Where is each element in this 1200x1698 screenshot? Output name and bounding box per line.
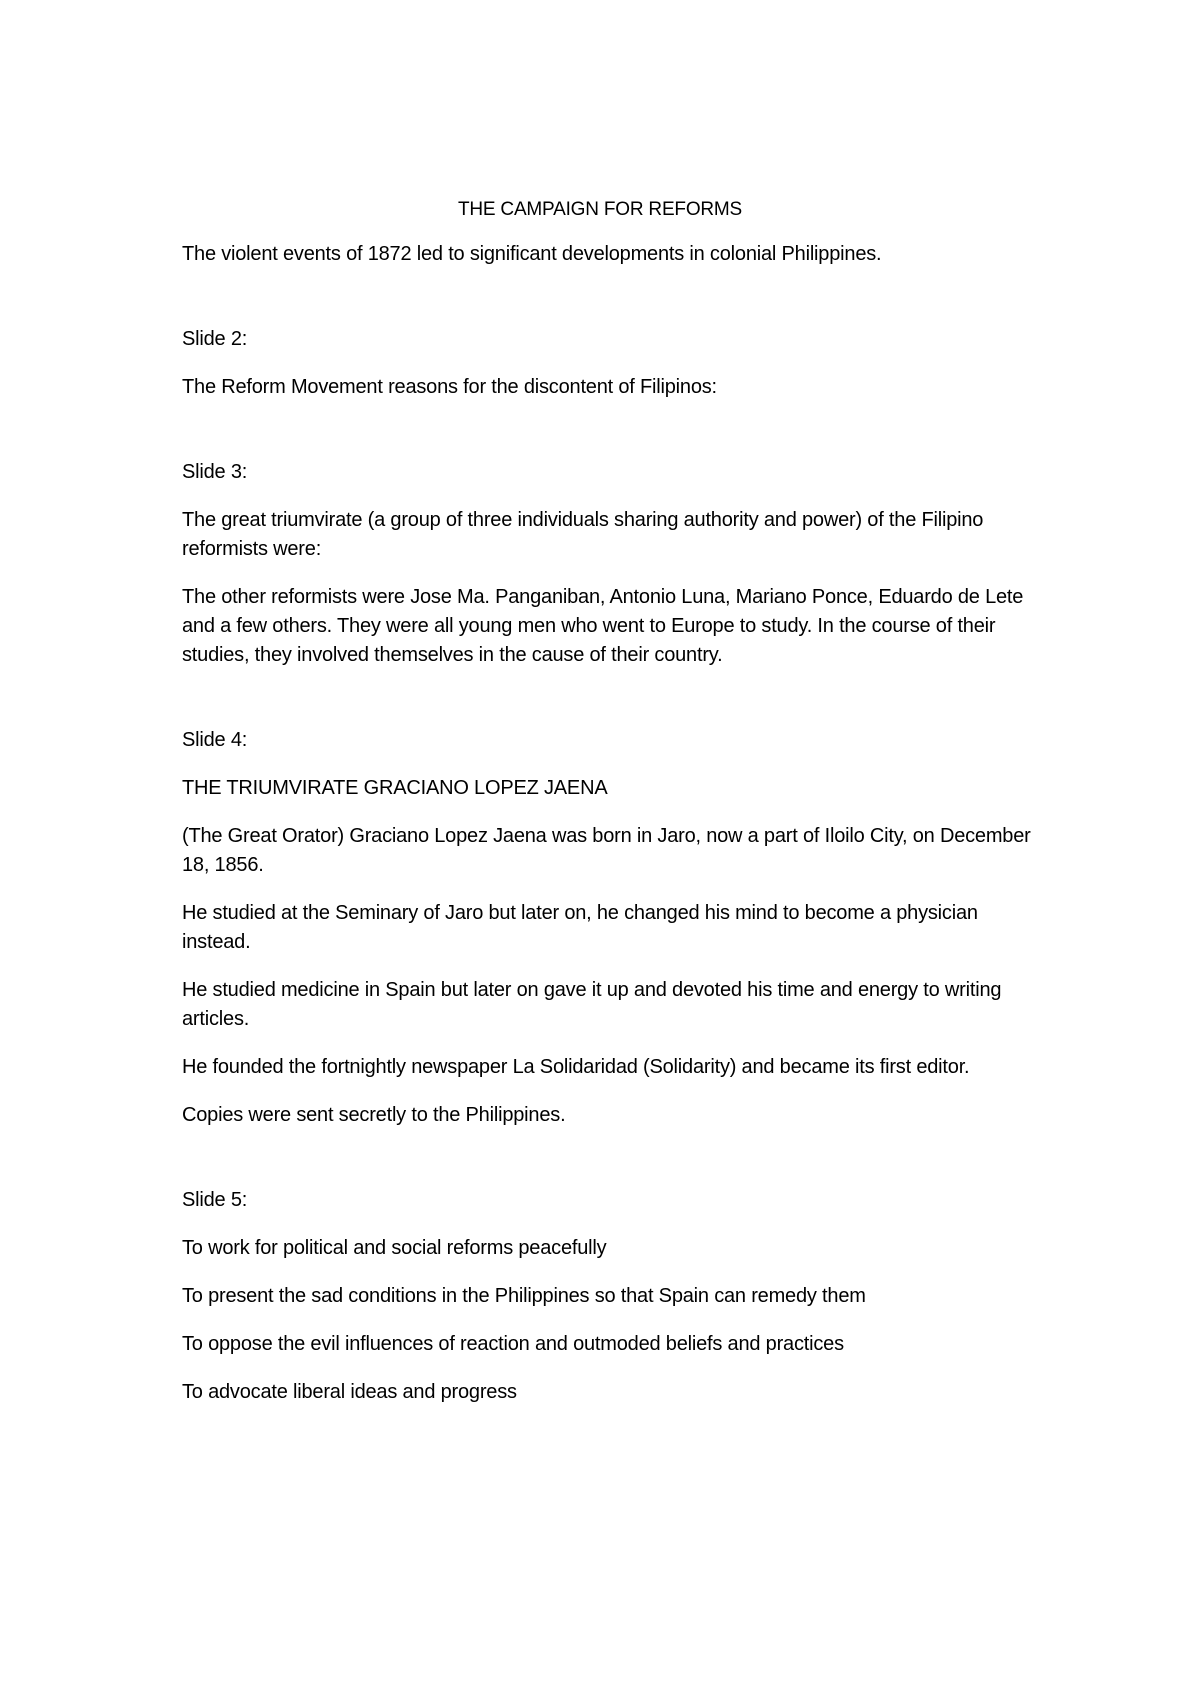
slide-4-paragraph: He founded the fortnightly newspaper La Solidaridad (Solidarity) and became its first editor. bbox=[182, 1056, 970, 1078]
slide-5-paragraph: To oppose the evil influences of reaction and outmoded beliefs and practices bbox=[182, 1333, 844, 1355]
slide-3-paragraph: The great triumvirate (a group of three individuals sharing authority and power) of the Filipino reformists were: bbox=[182, 509, 984, 560]
slide-4-heading: Slide 4: bbox=[182, 729, 248, 751]
slide-5-paragraph: To advocate liberal ideas and progress bbox=[182, 1381, 517, 1403]
section-spacer bbox=[182, 689, 1042, 726]
slide-4-paragraph: (The Great Orator) Graciano Lopez Jaena was born in Jaro, now a part of Iloilo City, on December 18, 1856. bbox=[182, 825, 1031, 876]
slide-4-subheading: THE TRIUMVIRATE GRACIANO LOPEZ JAENA bbox=[182, 777, 608, 799]
slide-3-paragraph: The other reformists were Jose Ma. Panganiban, Antonio Luna, Mariano Ponce, Eduardo de Lete and a few others. They were all young men who went to Europe to study. In the course of their studies, they involved themselves in the cause of their country. bbox=[182, 586, 1024, 666]
page-title: THE CAMPAIGN FOR REFORMS bbox=[457, 199, 743, 220]
slide-3-heading: Slide 3: bbox=[182, 461, 248, 483]
slide-2-paragraph: The Reform Movement reasons for the discontent of Filipinos: bbox=[182, 376, 717, 398]
section-spacer bbox=[182, 421, 1042, 458]
section-spacer bbox=[182, 288, 1042, 325]
document-body bbox=[182, 197, 1042, 1426]
slide-5-paragraph: To work for political and social reforms peacefully bbox=[182, 1237, 607, 1259]
slide-4-paragraph: He studied medicine in Spain but later on gave it up and devoted his time and energy to writing articles. bbox=[182, 979, 1002, 1030]
slide-4-paragraph: Copies were sent secretly to the Philippines. bbox=[182, 1104, 566, 1126]
slide-4-paragraph: He studied at the Seminary of Jaro but later on, he changed his mind to become a physician instead. bbox=[182, 902, 978, 953]
slide-5-heading: Slide 5: bbox=[182, 1189, 248, 1211]
section-spacer bbox=[182, 1149, 1042, 1186]
intro-paragraph: The violent events of 1872 led to significant developments in colonial Philippines. bbox=[182, 243, 882, 265]
slide-5-paragraph: To present the sad conditions in the Philippines so that Spain can remedy them bbox=[182, 1285, 866, 1307]
slide-2-heading: Slide 2: bbox=[182, 328, 248, 350]
